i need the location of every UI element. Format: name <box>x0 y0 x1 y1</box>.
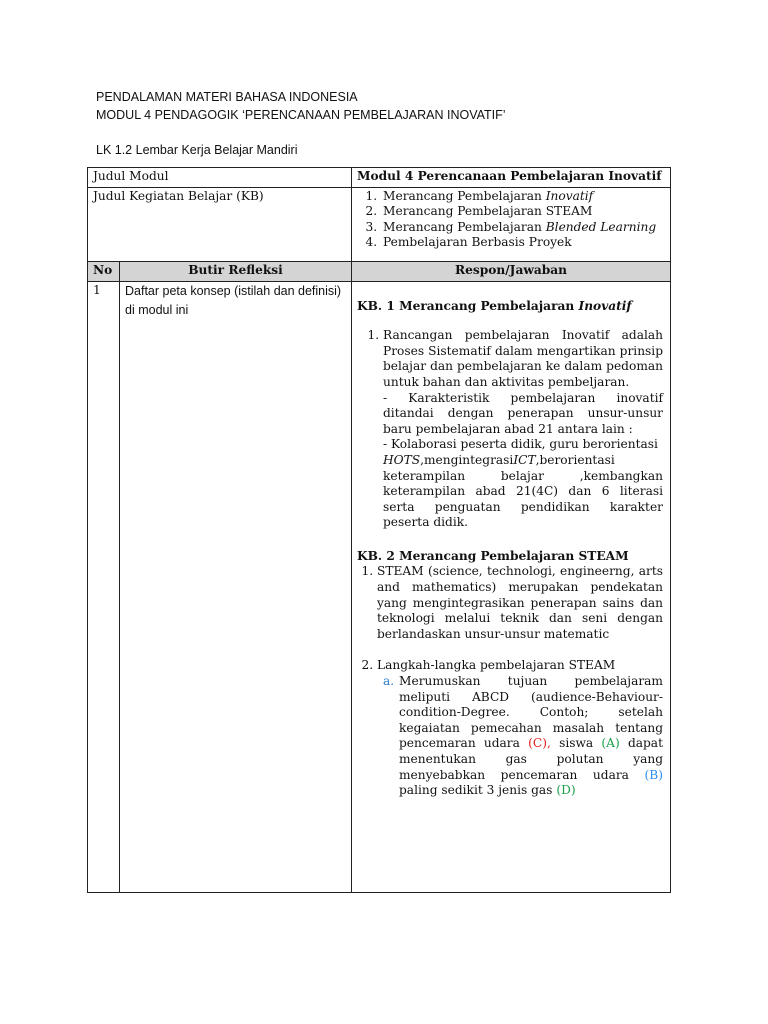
kb1-definition: 1. Rancangan pembelajaran Inovatif adalah Proses Sistematif dalam mengartikan prinsip belajar dan pembelajaran ke dalam pedoman untuk bahan dan aktivitas pembeljaran. <box>383 328 663 389</box>
kb-title-label: Judul Kegiatan Belajar (KB) <box>88 187 352 261</box>
list-item <box>383 328 663 531</box>
condition-marker: (C), <box>528 736 551 751</box>
module-title-label: Judul Modul <box>88 168 352 188</box>
list-item: a. Merumuskan tujuan pembelajaram meliputi ABCD (audience-Behaviour-condition-Degree. Contoh; setelah kegaiatan pemecahan masalah tentang pencemaran udara (C), siswa (A) dapat menentukan gas polutan yang menyebabkan pencemaran udara (B) paling sedikit 3 jenis gas (D) <box>383 674 663 798</box>
degree-marker: (D) <box>556 783 576 798</box>
kb2-heading: KB. 2 Merancang Pembelajaran STEAM <box>357 548 629 563</box>
row-number: 1 <box>88 281 120 892</box>
table-row <box>88 281 671 892</box>
kb1-hots-line: HOTS,mengintegrasiICT,berorientasi <box>383 452 615 467</box>
kb-item: 3. Merancang Pembelajaran Blended Learning <box>381 220 665 236</box>
kb-title-row <box>88 187 671 261</box>
table-header-row <box>88 261 671 281</box>
column-header-butir: Butir Refleksi <box>120 261 352 281</box>
audience-marker: (A) <box>601 736 620 751</box>
kb2-steps-list <box>377 674 663 799</box>
worksheet-table <box>87 167 671 893</box>
document-title-line-1: PENDALAMAN MATERI BAHASA INDONESIA <box>96 90 358 104</box>
kb-item: 2. Merancang Pembelajaran STEAM <box>381 204 665 220</box>
kb2-answer-list <box>357 564 663 798</box>
column-header-no: No <box>88 261 120 281</box>
kb1-skills: keterampilan belajar ,kembangkan keterampilan abad 21(4C) dan 6 literasi serta penguatan pendidikan karakter peserta didik. <box>383 468 663 530</box>
kb1-collaboration: - Kolaborasi peserta didik, guru berorientasi <box>383 437 658 452</box>
kb-title-list <box>357 189 665 251</box>
butir-refleksi-cell: Daftar peta konsep (istilah dan definisi) di modul ini <box>120 281 352 892</box>
kb1-characteristics: - Karakteristik pembelajaran inovatif ditandai dengan penerapan unsur-unsur baru pembelajaran abad 21 antara lain : <box>383 390 663 436</box>
kb2-steps-heading: 2. Langkah-langka pembelajaran STEAM <box>377 658 616 673</box>
list-item <box>377 658 663 798</box>
kb2-steam-definition: 1. STEAM (science, technologi, engineerng, arts and mathematics) merupakan pendekatan yang mengintegrasikan penerapan sains dan teknologi melalui teknik dan seni dengan berlandaskan unsur-unsur matematic <box>377 564 663 641</box>
column-header-respon: Respon/Jawaban <box>352 261 671 281</box>
step-letter: a. <box>383 674 395 689</box>
kb-title-list-cell <box>352 187 671 261</box>
response-cell <box>352 281 671 892</box>
module-title-row <box>88 168 671 188</box>
behaviour-marker: (B) <box>644 767 663 782</box>
kb1-heading: KB. 1 Merancang Pembelajaran Inovatif <box>357 298 632 313</box>
kb-item: 4. Pembelajaran Berbasis Proyek <box>381 235 665 251</box>
kb1-answer-list <box>357 328 663 531</box>
worksheet-title: LK 1.2 Lembar Kerja Belajar Mandiri <box>96 143 298 157</box>
kb-item: 1. Merancang Pembelajaran Inovatif <box>381 189 665 205</box>
list-item <box>377 564 663 658</box>
module-title-value: Modul 4 Perencanaan Pembelajaran Inovatif <box>352 168 671 188</box>
document-title-line-2: MODUL 4 PENDAGOGIK ‘PERENCANAAN PEMBELAJARAN INOVATIF’ <box>96 108 506 122</box>
